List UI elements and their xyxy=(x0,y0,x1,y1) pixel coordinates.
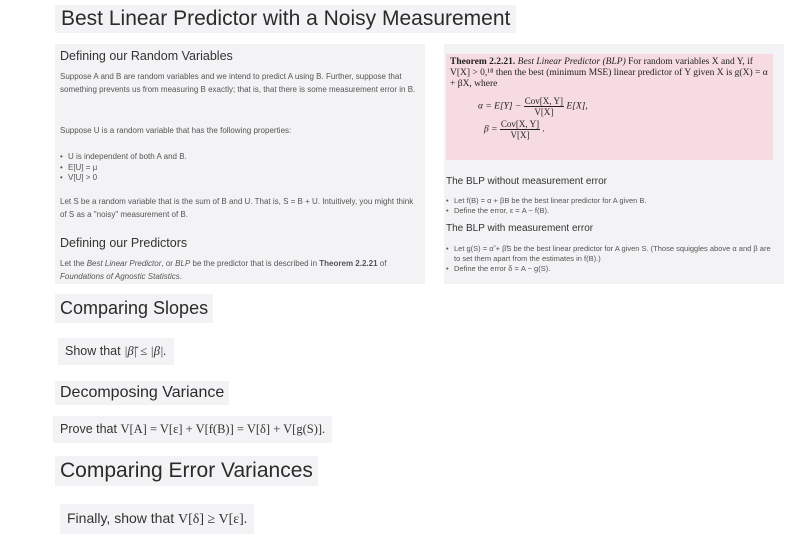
comparing-error-variances-heading: Comparing Error Variances xyxy=(55,456,318,486)
blp-without-error-list xyxy=(446,196,776,216)
rv-paragraph-2: Suppose U is a random variable that has the following properties: xyxy=(60,126,292,135)
list-item: • Let f(B) = α + βB be the best linear predictor for A given B. xyxy=(446,196,776,206)
blp-panel xyxy=(444,44,784,284)
defining-predictors-heading: Defining our Predictors xyxy=(60,236,188,250)
comparing-error-variances-task: Finally, show that V[δ] ≥ V[ε]. xyxy=(60,504,254,534)
decomposing-variance-heading: Decomposing Variance xyxy=(55,381,229,405)
list-item: • E[U] = μ xyxy=(60,163,420,174)
comparing-slopes-task: Show that |β̃| ≤ |β|. xyxy=(58,338,174,365)
predictors-paragraph: Let the Best Linear Predictor, or BLP be the predictor that is described in Theorem 2.2.21 of Foundations of Agnostic Statistics. xyxy=(60,259,387,281)
blp-with-error-heading: The BLP with measurement error xyxy=(446,223,594,234)
definitions-panel xyxy=(55,44,425,284)
theorem-box xyxy=(446,54,773,160)
list-item: • Define the error δ = A − g(S). xyxy=(446,264,778,274)
alpha-formula: α = E[Y] − $\frac{\text{Cov[X, Y]}}{V[X]}$ E[X], xyxy=(478,96,588,117)
beta-formula: β = $\frac{\text{Cov[X, Y]}}{V[X]}$ . xyxy=(484,119,545,140)
comparing-slopes-heading: Comparing Slopes xyxy=(55,294,213,323)
rv-paragraph-1: Suppose A and B are random variables and we intend to predict A using B. Further, suppose that something prevents us from measuring B exactly; that is, that there is some measurement error in B. xyxy=(60,72,416,94)
blp-with-error-list xyxy=(446,244,778,274)
decomposing-variance-task: Prove that V[A] = V[ε] + V[f(B)] = V[δ] + V[g(S)]. xyxy=(53,416,332,443)
defining-random-variables-heading: Defining our Random Variables xyxy=(60,49,233,63)
list-item: • U is independent of both A and B. xyxy=(60,152,420,163)
list-item: • V[U] > 0 xyxy=(60,173,420,184)
blp-without-error-heading: The BLP without measurement error xyxy=(446,176,608,187)
rv-paragraph-3: Let S be a random variable that is the sum of B and U. That is, S = B + U. Intuitively, you might think of S as a "noisy" measurement of B. xyxy=(60,197,414,219)
list-item: • Define the error, ε = A − f(B). xyxy=(446,206,776,216)
rv-properties-list xyxy=(60,152,420,184)
theorem-statement: Theorem 2.2.21. Best Linear Predictor (BLP) For random variables X and Y, if V[X] > 0,¹⁸ then the best (minimum MSE) linear predictor of Y given X is g(X) = α + βX, where xyxy=(450,57,768,89)
list-item: • Let g(S) = α̃ + β̃S be the best linear predictor for A given S. (Those squiggles above α and β are to set them apart from the estimates in f(B).) xyxy=(446,244,778,264)
page-title: Best Linear Predictor with a Noisy Measurement xyxy=(55,5,516,33)
